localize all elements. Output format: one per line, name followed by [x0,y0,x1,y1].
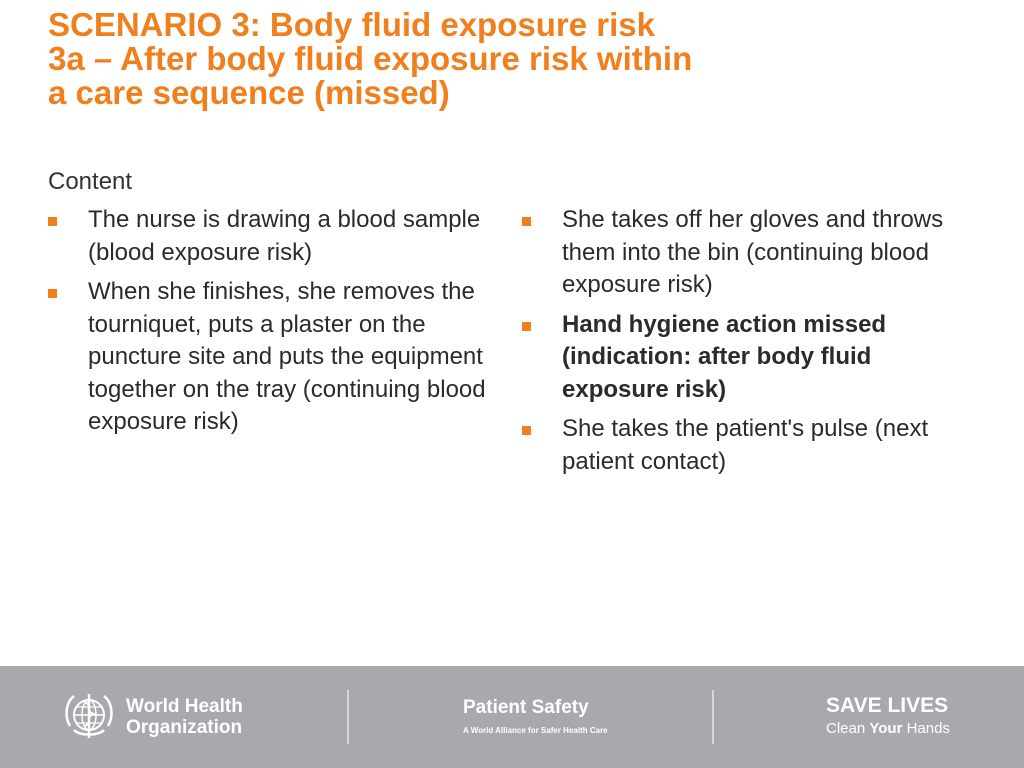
slogan-part-2: Your [869,720,903,737]
bullet-text: Hand hygiene action missed (indication: after body fluid exposure risk) [562,310,887,403]
who-wordmark [126,696,243,738]
footer-divider [712,690,714,744]
bullet-item [48,204,508,269]
bullet-text: The nurse is drawing a blood sample (blood exposure risk) [88,206,481,266]
slogan-part-3: Hands [902,720,950,737]
save-lives-title: SAVE LIVES [826,694,949,717]
clean-your-hands-slogan [826,720,950,737]
bullet-text: She takes the patient's pulse (next patient contact) [562,415,929,475]
footer-divider [347,690,349,744]
right-column [522,204,982,485]
bullet-text: When she finishes, she removes the tourniquet, puts a plaster on the puncture site and puts the equipment together on the tray (continuing blood exposure risk) [88,278,486,435]
who-line-1: World Health [126,696,243,717]
who-line-2: Organization [126,717,243,738]
patient-safety-title: Patient Safety [463,697,589,718]
title-line-3: a care sequence (missed) [48,74,450,111]
left-column [48,204,508,446]
slide-title [48,8,988,110]
content-label: Content [48,168,133,195]
footer-bar [0,666,1024,768]
square-bullet-icon [522,426,531,435]
bullet-text: She takes off her gloves and throws them into the bin (continuing blood exposure risk) [562,206,944,298]
title-line-1: SCENARIO 3: Body fluid exposure risk [48,6,655,43]
bullet-item-highlight [522,309,982,407]
square-bullet-icon [48,217,57,226]
square-bullet-icon [48,289,57,298]
patient-safety-subtitle: A World Alliance for Safer Health Care [463,726,608,735]
bullet-item [522,413,982,478]
bullet-item [48,276,508,439]
bullet-item [522,204,982,302]
slogan-part-1: Clean [826,720,870,737]
who-emblem-icon [58,686,120,748]
square-bullet-icon [522,322,531,331]
title-line-2: 3a – After body fluid exposure risk within [48,40,693,77]
square-bullet-icon [522,217,531,226]
